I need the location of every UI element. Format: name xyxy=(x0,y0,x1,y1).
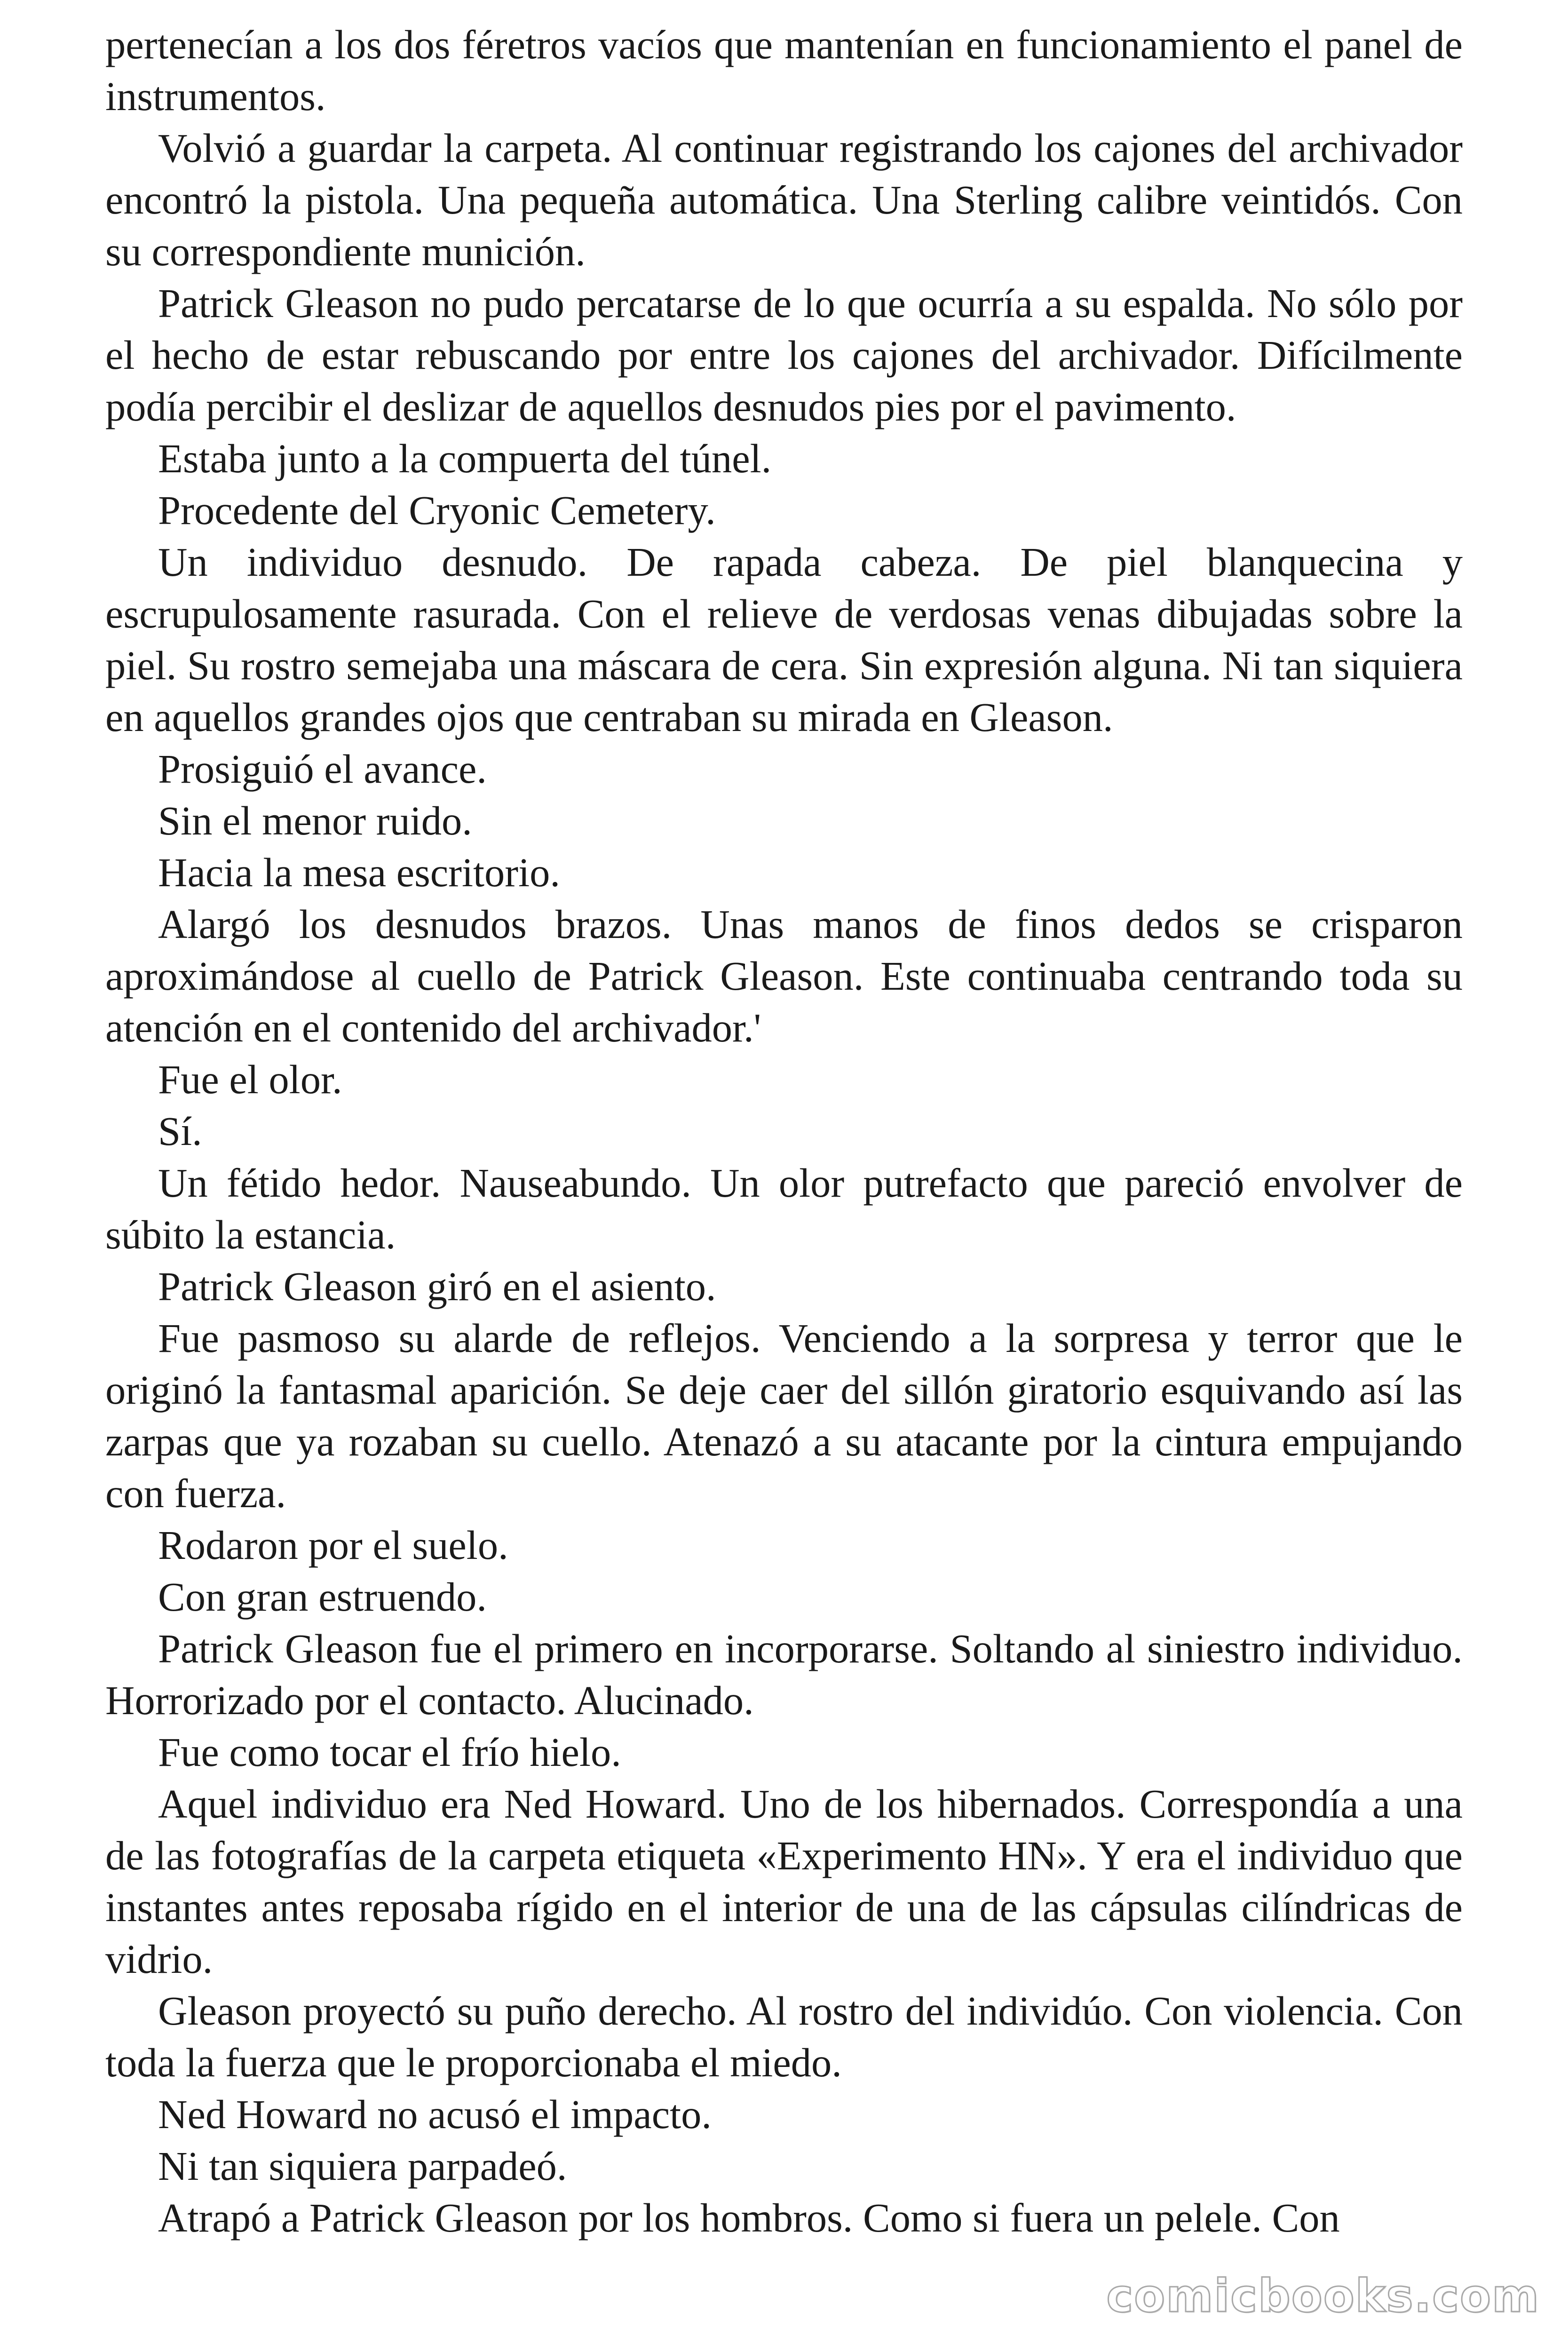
paragraph-18: Patrick Gleason fue el primero en incorporarse. Soltando al siniestro individuo. Horrorizado por el contacto. Alucinado. xyxy=(105,1626,1463,1723)
paragraph-8: Sin el menor ruido. xyxy=(158,798,472,843)
watermark-logo: comicbooks.com xyxy=(1106,2270,1540,2322)
paragraph-10: Alargó los desnudos brazos. Unas manos de finos dedos se crisparon aproximándose al cuello de Patrick Gleason. Este continuaba centrando toda su atención en el contenido del archivador.' xyxy=(105,902,1463,1050)
paragraph-24: Atrapó a Patrick Gleason por los hombros. Como si fuera un pelele. Con xyxy=(158,2195,1340,2241)
paragraph-4: Estaba junto a la compuerta del túnel. xyxy=(158,436,772,481)
paragraph-19: Fue como tocar el frío hielo. xyxy=(158,1730,621,1775)
paragraph-22: Ned Howard no acusó el impacto. xyxy=(158,2092,712,2137)
book-page-text xyxy=(105,19,1463,2244)
paragraph-12: Sí. xyxy=(158,1109,202,1154)
paragraph-15: Fue pasmoso su alarde de reflejos. Venciendo a la sorpresa y terror que le originó la fantasmal aparición. Se deje caer del sillón giratorio esquivando así las zarpas que ya rozaban su cuello. Atenazó a su atacante por la cintura empujando con fuerza. xyxy=(105,1316,1463,1516)
paragraph-21: Gleason proyectó su puño derecho. Al rostro del individúo. Con violencia. Con toda la fuerza que le proporcionaba el miedo. xyxy=(105,1988,1463,2085)
paragraph-16: Rodaron por el suelo. xyxy=(158,1523,508,1568)
paragraph-17: Con gran estruendo. xyxy=(158,1574,487,1620)
paragraph-2: Volvió a guardar la carpeta. Al continuar registrando los cajones del archivador encontró la pistola. Una pequeña automática. Una Sterling calibre veintidós. Con su correspondiente munición. xyxy=(105,126,1463,274)
paragraph-5: Procedente del Cryonic Cemetery. xyxy=(158,488,716,533)
paragraph-1: pertenecían a los dos féretros vacíos que mantenían en funcionamiento el panel de instrumentos. xyxy=(105,22,1463,119)
paragraph-7: Prosiguió el avance. xyxy=(158,747,487,792)
paragraph-14: Patrick Gleason giró en el asiento. xyxy=(158,1264,716,1309)
paragraph-9: Hacia la mesa escritorio. xyxy=(158,850,560,895)
paragraph-3: Patrick Gleason no pudo percatarse de lo que ocurría a su espalda. No sólo por el hecho de estar rebuscando por entre los cajones del archivador. Difícilmente podía percibir el deslizar de aquellos desnudos pies por el pavimento. xyxy=(105,281,1463,429)
paragraph-13: Un fétido hedor. Nauseabundo. Un olor putrefacto que pareció envolver de súbito la estancia. xyxy=(105,1160,1463,1257)
paragraph-11: Fue el olor. xyxy=(158,1057,342,1102)
paragraph-20: Aquel individuo era Ned Howard. Uno de los hibernados. Correspondía a una de las fotografías de la carpeta etiqueta «Experimento HN». Y era el individuo que instantes antes reposaba rígido en el interior de una de las cápsulas cilíndricas de vidrio. xyxy=(105,1781,1463,1982)
paragraph-6: Un individuo desnudo. De rapada cabeza. De piel blanquecina y escrupulosamente rasurada. Con el relieve de verdosas venas dibujadas sobre la piel. Su rostro semejaba una máscara de cera. Sin expresión alguna. Ni tan siquiera en aquellos grandes ojos que centraban su mirada en Gleason. xyxy=(105,540,1463,740)
paragraph-23: Ni tan siquiera parpadeó. xyxy=(158,2144,567,2189)
